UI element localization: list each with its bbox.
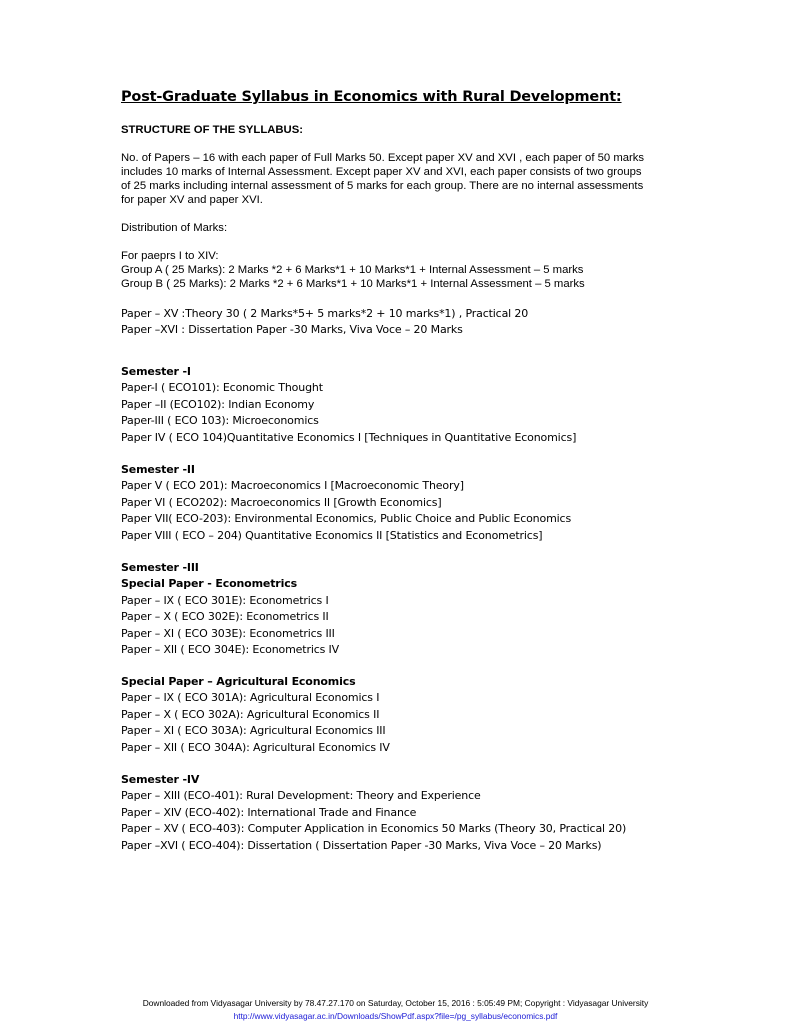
semester-heading: Semester -IV xyxy=(121,773,200,786)
intro-paragraph xyxy=(121,151,721,207)
paper-item: Paper V ( ECO 201): Macroeconomics I [Macroeconomic Theory] xyxy=(121,479,464,493)
special-marks xyxy=(121,306,721,339)
marks-line: Group A ( 25 Marks): 2 Marks *2 + 6 Marks*1 + 10 Marks*1 + Internal Assessment – 5 marks xyxy=(121,264,584,276)
special-marks-line: Paper – XV :Theory 30 ( 2 Marks*5+ 5 marks*2 + 10 marks*1) , Practical 20 xyxy=(121,307,529,320)
marks-breakdown xyxy=(121,249,721,291)
paper-item: Paper IV ( ECO 104)Quantitative Economics I [Techniques in Quantitative Economics] xyxy=(121,430,577,444)
paper-item: Paper – XV ( ECO-403): Computer Application in Economics 50 Marks (Theory 30, Practical 20) xyxy=(121,822,627,836)
semester-heading: Semester -II xyxy=(121,463,195,476)
paper-item: Paper – XIII (ECO-401): Rural Development: Theory and Experience xyxy=(121,789,481,803)
paper-item: Paper – X ( ECO 302A): Agricultural Economics II xyxy=(121,707,380,721)
paper-item: Paper VIII ( ECO – 204) Quantitative Economics II [Statistics and Econometrics] xyxy=(121,528,543,542)
semester-3-section xyxy=(121,560,721,658)
paper-item: Paper –II (ECO102): Indian Economy xyxy=(121,397,315,411)
semester-1-section xyxy=(121,364,721,446)
marks-line: Group B ( 25 Marks): 2 Marks *2 + 6 Marks*1 + 10 Marks*1 + Internal Assessment – 5 marks xyxy=(121,278,585,290)
paper-item: Paper –XVI ( ECO-404): Dissertation ( Dissertation Paper -30 Marks, Viva Voce – 20 Marks) xyxy=(121,838,602,852)
paper-item: Paper – XII ( ECO 304A): Agricultural Economics IV xyxy=(121,740,390,754)
document-title: Post-Graduate Syllabus in Economics with Rural Development: xyxy=(121,89,622,105)
special-paper-agri-section xyxy=(121,674,721,756)
distribution-label: Distribution of Marks: xyxy=(121,222,228,234)
marks-line: For paeprs I to XIV: xyxy=(121,250,219,262)
paper-item: Paper – XII ( ECO 304E): Econometrics IV xyxy=(121,643,340,657)
special-marks-line: Paper –XVI : Dissertation Paper -30 Marks, Viva Voce – 20 Marks xyxy=(121,323,463,337)
special-paper-heading: Special Paper - Econometrics xyxy=(121,577,297,591)
paper-item: Paper-I ( ECO101): Economic Thought xyxy=(121,381,323,395)
paper-item: Paper VI ( ECO202): Macroeconomics II [Growth Economics] xyxy=(121,495,442,509)
paper-item: Paper – X ( ECO 302E): Econometrics II xyxy=(121,610,329,624)
paper-item: Paper-III ( ECO 103): Microeconomics xyxy=(121,414,319,428)
paper-item: Paper VII( ECO-203): Environmental Economics, Public Choice and Public Economics xyxy=(121,512,572,526)
intro-line: for paper XV and paper XVI. xyxy=(121,194,263,206)
intro-line: No. of Papers – 16 with each paper of Full Marks 50. Except paper XV and XVI , each paper of 50 marks xyxy=(121,152,645,164)
download-note: Downloaded from Vidyasagar University by 78.47.27.170 on Saturday, October 15, 2016 : 5:05:49 PM; Copyright : Vidyasagar University xyxy=(142,998,649,1008)
intro-line: of 25 marks including internal assessment of 5 marks for each group. There are no internal assessments xyxy=(121,180,644,192)
special-paper-heading: Special Paper – Agricultural Economics xyxy=(121,675,356,688)
intro-line: includes 10 marks of Internal Assessment. Except paper XV and XVI, each paper consists of two groups xyxy=(121,166,642,178)
semester-heading: Semester -III xyxy=(121,561,199,574)
source-url-link[interactable]: http://www.vidyasagar.ac.in/Downloads/ShowPdf.aspx?file=/pg_syllabus/economics.pdf xyxy=(233,1011,558,1021)
paper-item: Paper – XI ( ECO 303E): Econometrics III xyxy=(121,626,335,640)
structure-heading: STRUCTURE OF THE SYLLABUS: xyxy=(121,124,304,136)
semester-4-section xyxy=(121,772,721,854)
paper-item: Paper – XIV (ECO-402): International Trade and Finance xyxy=(121,805,417,819)
semester-2-section xyxy=(121,462,721,544)
paper-item: Paper – IX ( ECO 301A): Agricultural Economics I xyxy=(121,691,380,705)
semester-heading: Semester -I xyxy=(121,365,191,378)
paper-item: Paper – IX ( ECO 301E): Econometrics I xyxy=(121,593,329,607)
paper-item: Paper – XI ( ECO 303A): Agricultural Economics III xyxy=(121,724,386,738)
